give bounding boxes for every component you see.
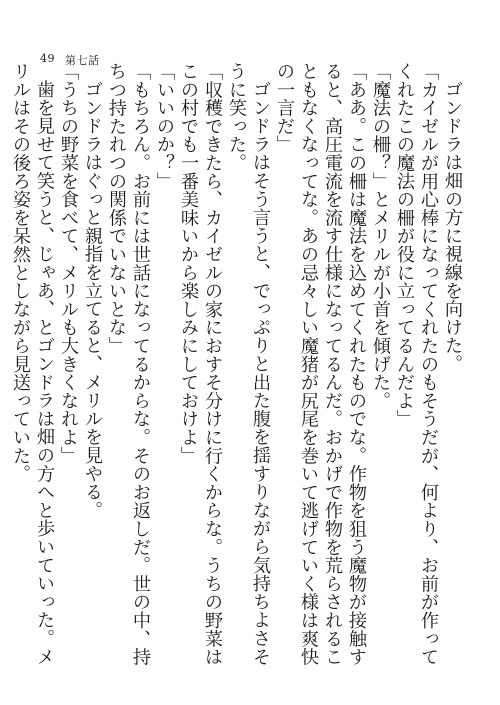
chapter-title: 第七話 xyxy=(65,54,100,67)
body-text xyxy=(10,62,464,674)
paragraph: 「いいのか？」 xyxy=(154,62,175,191)
paragraph: ゴンドラは畑の方に視線を向けた。 xyxy=(442,80,463,373)
paragraph: 「ああ。この柵は魔法を込めてくれたものでな。作物を狙う魔物が接触すると、高圧電流を流す仕様になってるんだ。おかげで作物を荒らされることもなくなってな。あの忌々しい魔猪が尻尾を巻いて逃げていく様は爽快の一言だ」 xyxy=(274,62,367,666)
paragraph: 「収穫できたら、カイゼルの家におすそ分けに行くからな。うちの野菜はこの村でも一番美味いから楽しみにしておけよ」 xyxy=(178,62,223,666)
paragraph: 「魔法の柵？」とメリルが小首を傾げた。 xyxy=(370,62,391,410)
paragraph: 「うちの野菜を食べて、メリルも大きくなれよ」 xyxy=(58,62,79,465)
page-number: 49 xyxy=(40,52,55,65)
paragraph: ゴンドラはそう言うと、でっぷりと出た腹を揺すりながら気持ちよさそうに笑った。 xyxy=(226,62,271,666)
paragraph: 「カイゼルが用心棒になってくれたのもそうだが、何より、お前が作ってくれたこの魔法の柵が役に立ってるんだよ」 xyxy=(394,62,439,666)
paragraph: 歯を見せて笑うと、じゃあ、とゴンドラは畑の方へと歩いていった。メリルはその後ろ姿を呆然としながら見送っていた。 xyxy=(10,62,55,666)
paragraph: ゴンドラはぐっと親指を立てると、メリルを見やる。 xyxy=(82,80,103,520)
paragraph: 「もちろん。お前には世話になってるからな。そのお返しだ。世の中、持ちつ持たれつの関係でいないとな」 xyxy=(106,62,151,666)
